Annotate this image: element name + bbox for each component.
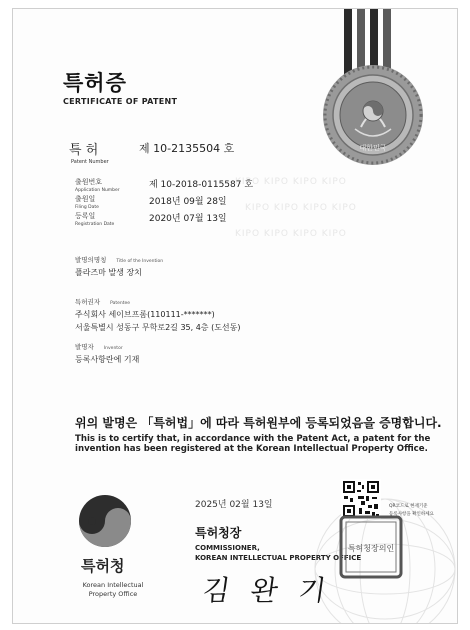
certificate-title: 특허증 [63, 71, 127, 95]
filing-date-label: 출원일 [75, 195, 96, 203]
patent-number-label: 특 허 [69, 143, 99, 158]
background-watermark: KIPO KIPO KIPO KIPO [235, 229, 347, 239]
patent-number-label-en: Patent Number [71, 159, 109, 165]
commissioner-line1: COMMISSIONER, [195, 544, 260, 552]
qr-note-line2: 등록사항을 확인하세요 [389, 512, 434, 517]
commissioner-title: 특허청장 [195, 526, 242, 540]
certificate-frame [12, 8, 458, 624]
official-stamp [339, 515, 403, 579]
registration-date-label: 등록일 [75, 212, 96, 220]
qr-code[interactable] [341, 479, 381, 519]
patent-number-value: 제 10-2135504 호 [139, 142, 235, 155]
application-number-value: 제 10-2018-0115587 호 [149, 180, 254, 190]
inventor-value: 등록사항란에 기재 [75, 355, 140, 364]
office-name-en [69, 581, 157, 599]
office-name-en-line2: Property Office [88, 590, 138, 598]
patentee-label-en: Patentee [110, 301, 131, 306]
invention-title-value: 플라즈마 발생 장치 [75, 268, 142, 277]
registration-date-value: 2020년 07월 13일 [149, 214, 227, 224]
certificate-subtitle: CERTIFICATE OF PATENT [63, 97, 178, 106]
patentee-label [75, 297, 130, 306]
background-watermark: KIPO KIPO KIPO KIPO [235, 177, 347, 187]
invention-title-label-en: Title of the Invention [116, 259, 164, 264]
inventor-label [75, 342, 123, 351]
commissioner-signature: 김 완 기 [200, 574, 335, 607]
office-name: 특허청 [81, 557, 125, 575]
inventor-label-ko: 발명자 [75, 343, 94, 351]
patentee-name: 주식회사 세이브프롬(110111-*******) [75, 310, 215, 319]
commissioner-line2: KOREAN INTELLECTUAL PROPERTY OFFICE [195, 554, 362, 562]
certification-statement-en: This is to certify that, in accordance with the Patent Act, a patent for the invention has been registered at the Korean Intellectual Property Office. [75, 434, 431, 454]
office-name-en-line1: Korean Intellectual [82, 581, 144, 589]
background-watermark: KIPO KIPO KIPO KIPO [245, 203, 357, 213]
application-number-label-en: Application Number [75, 188, 120, 193]
commissioner-title-en [195, 543, 361, 563]
issue-date: 2025년 02월 13일 [195, 500, 273, 510]
filing-date-value: 2018년 09월 28일 [149, 197, 227, 207]
gold-seal-medal [321, 63, 425, 167]
invention-title-label-ko: 발명의명칭 [75, 256, 107, 264]
application-number-label: 출원번호 [75, 178, 103, 186]
medal-text: 대한민국 [359, 144, 387, 152]
invention-title-label [75, 255, 163, 264]
registration-date-label-en: Registration Date [75, 222, 115, 227]
taegeuk-logo-icon [75, 491, 135, 551]
patentee-label-ko: 특허권자 [75, 298, 101, 306]
inventor-label-en: Inventor [103, 346, 123, 351]
patentee-address: 서울특별시 성동구 무학로2길 35, 4층 (도선동) [75, 323, 241, 332]
stamp-text: 특허청장의인 [347, 544, 395, 553]
qr-note-line1: QR코드로 현재기준 [389, 504, 428, 509]
filing-date-label-en: Filing Date [75, 205, 99, 210]
certification-statement-ko: 위의 발명은 「특허법」에 따라 특허원부에 등록되었음을 증명합니다. [75, 416, 442, 430]
